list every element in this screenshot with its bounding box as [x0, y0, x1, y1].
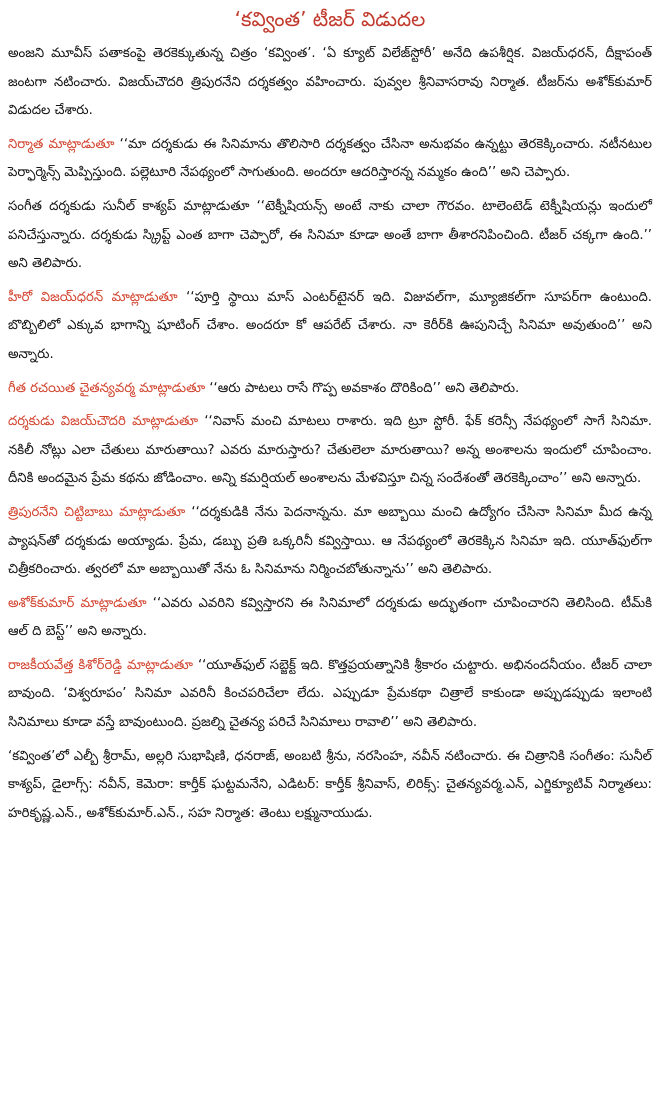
article-paragraph-politician [8, 652, 652, 738]
article-paragraph-ashok-kumar [8, 590, 652, 647]
article-paragraph-lyricist [8, 375, 652, 404]
article-paragraph-music-director [8, 193, 652, 279]
speaker-label: దర్శకుడు విజయ్‌చౌదరి మాట్లాడుతూ [8, 414, 199, 430]
article-headline: ‘కవ్వింత’ టీజర్‌ విడుదల [234, 7, 426, 31]
speaker-label: రాజకీయవేత్త కిశోర్‌రెడ్డి మాట్లాడుతూ [8, 657, 193, 673]
article-paragraph-director [8, 408, 652, 494]
paragraph-text: ‘‘పూర్తి స్థాయి మాస్ ఎంటర్‌టైనర్ ఇది. విజువల్‌గా, మ్యూజికల్‌గా సూపర్‌గా ఉంటుంది. బొబ్బిలిలో ఎక్కువ భాగాన్ని షూటింగ్ చేశాం. అందరూ కో ఆపరేట్ చేశారు. నా కెరీర్‌కి ఊపునిచ్చే సినిమా అవుతుంది’’ అని అన్నారు. [8, 289, 652, 362]
paragraph-text: ‘‘యూత్‌ఫుల్ సబ్జెక్ట్ ఇది. కొత్తప్రయత్నానికి శ్రీకారం చుట్టారు. అభినందనీయం. టీజర్ చాలా బావుంది. ‘విశ్వరూపం’ సినిమా ఎవరినీ కించపరిచేలా లేదు. ఎప్పుడూ ప్రేమకథా చిత్రాలే కాకుండా అప్పుడప్పుడు ఇలాంటి సినిమాలు కూడా వస్తే బావుంటుంది. ప్రజల్ని చైతన్య పరిచే సినిమాలు రావాలి’’ అని తెలిపారు. [8, 657, 652, 731]
speaker-label: నిర్మాత మాట్లాడుతూ [8, 136, 115, 152]
speaker-label: త్రిపురనేని చిట్టిబాబు మాట్లాడుతూ [8, 504, 186, 520]
paragraph-text: అంజని మూవీస్ పతాకంపై తెరకెక్కుతున్న చిత్రం ‘కవ్వింత’. ‘ఏ క్యూట్ విలేజ్‌స్టోరీ’ అనేది ఉపశీర్షిక. విజయ్‌ధరన్, దీక్షాపంత్ జంటగా నటించారు. విజయ్‌చౌదరి త్రిపురనేని దర్శకత్వం వహించారు. పువ్వల శ్రీనివాసరావు నిర్మాత. టీజర్‌ను అశోక్‌కుమార్ విడుదల చేశారు. [8, 46, 652, 119]
article-paragraph-intro [8, 40, 652, 126]
paragraph-text: ‘‘నివాస్ మంచి మాటలు రాశారు. ఇది ట్రూ స్టోరీ. ఫేక్ కరెన్సీ నేపథ్యంలో సాగే సినిమా. నకిలీ నోట్లు ఎలా చేతులు మారుతాయి? ఎవరు మారుస్తారు? చేతులెలా మారుతాయి? అన్న అంశాలను ఇందులో చూపించాం. దీనికి అందమైన ప్రేమ కథను జోడించాం. అన్ని కమర్షియల్ అంశాలను మేళవిస్తూ చిన్న సందేశంతో తెరకెక్కించాం’’ అని అన్నారు. [8, 414, 652, 487]
article-paragraph-producer [8, 131, 652, 188]
paragraph-text: ‘‘దర్శకుడికి నేను పెదనాన్నను. మా అబ్బాయి మంచి ఉద్యోగం చేసినా సినిమా మీద ఉన్న ప్యాషన్‌తో దర్శకుడు అయ్యాడు. ప్రేమ, డబ్బు ప్రతి ఒక్కరినీ కవ్విస్తాయి. ఆ నేపథ్యంలో తెరకెక్కిన సినిమా ఇది. యూత్‌ఫుల్‌గా చిత్రీకరించారు. త్వరలో మా అబ్బాయితో నేను ఓ సినిమాను నిర్మించబోతున్నాను’’ అని తెలిపారు. [8, 504, 652, 578]
speaker-label: హీరో విజయ్‌ధరన్ మాట్లాడుతూ [8, 289, 178, 305]
speaker-label: గీత రచయిత చైతన్యవర్మ మాట్లాడుతూ [8, 380, 206, 396]
article-paragraph-credits [8, 743, 652, 829]
paragraph-text: సంగీత దర్శకుడు సునీల్ కాశ్యప్ మాట్లాడుతూ ‘‘టెక్నీషియన్స్ అంటే నాకు చాలా గౌరవం. టాలెంటెడ్ టెక్నీషియన్లు ఇందులో పనిచేస్తున్నారు. దర్శకుడు స్క్రిప్ట్ ఎంత బాగా చెప్పారో, ఈ సినిమా కూడా అంతే బాగా తీశారనిపించింది. టీజర్ చక్కగా ఉంది.’’ అని తెలిపారు. [8, 198, 652, 272]
paragraph-text: ‘కవ్వింత’లో ఎల్బీ శ్రీరామ్, అల్లరి సుభాషిణి, ధనరాజ్, అంబటి శ్రీను, నరసింహ, నవీన్ నటించారు. ఈ చిత్రానికి సంగీతం: సునీల్ కాశ్యప్, డైలాగ్స్: నవీన్, కెమెరా: కార్తీక్ ఘట్టమనేని, ఎడిటర్: కార్తీక్ శ్రీనివాస్, లిరిక్స్: చైతన్యవర్మ.ఎన్, ఎగ్జిక్యూటివ్ నిర్మాతలు: హరికృష్ణ.ఎన్., అశోక్‌కుమార్.ఎన్., సహ నిర్మాత: తెంటు లక్ష్మునాయుడు. [8, 748, 652, 821]
article-paragraph-hero [8, 284, 652, 370]
speaker-label: అశోక్‌కుమార్ మాట్లాడుతూ [8, 595, 147, 611]
article-paragraph-chittibabu [8, 499, 652, 585]
paragraph-text: ‘‘ఆరు పాటలు రాసే గొప్ప అవకాశం దొరికింది’’ అని తెలిపారు. [205, 380, 520, 396]
paragraph-text: ‘‘మా దర్శకుడు ఈ సినిమాను తొలిసారి దర్శకత్వం చేసినా అనుభవం ఉన్నట్టు తెరకెక్కించారు. నటీనటుల పెర్ఫార్మెన్స్ మెప్పిస్తుంది. పల్లెటూరి నేపథ్యంలో సాగుతుంది. అందరూ ఆదరిస్తారన్న నమ్మకం ఉంది’’ అని చెప్పారు. [8, 136, 652, 181]
paragraph-text: ‘‘ఎవరు ఎవరిని కవ్విస్తారని ఈ సినిమాలో దర్శకుడు అద్భుతంగా చూపించారని తెలిసింది. టీమ్‌కి ఆల్ ది బెస్ట్’’ అని అన్నారు. [8, 595, 652, 640]
